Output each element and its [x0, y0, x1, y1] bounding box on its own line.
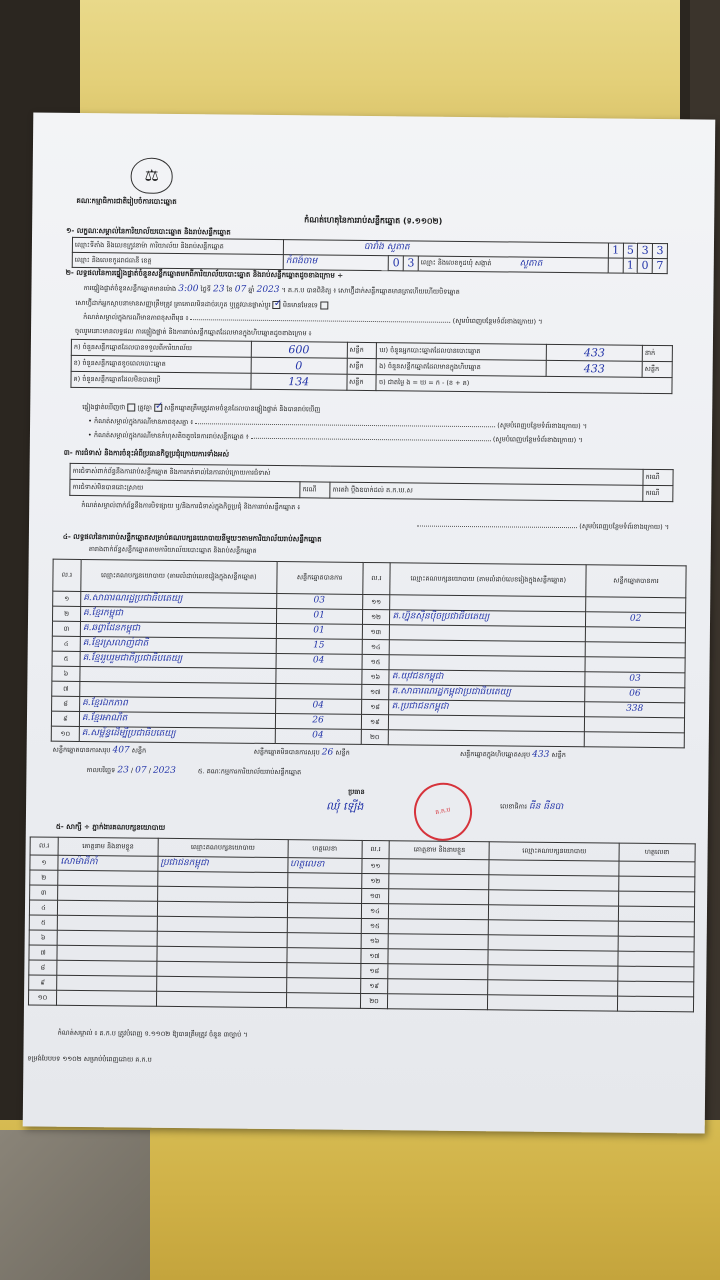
row-number: ៩ [51, 711, 79, 726]
witness-name [57, 945, 157, 961]
party-votes [584, 732, 684, 748]
row-number: ១៧ [361, 684, 389, 699]
witness-name [389, 889, 489, 905]
witness-signature [286, 978, 360, 994]
party-votes [585, 717, 685, 733]
party-votes: 04 [275, 699, 361, 715]
witness-col-no: ល.រ [30, 837, 58, 855]
witness-signature: ហត្ថលេខា [287, 858, 361, 874]
unused-ballots-label: គ) ចំនួនសន្លឹកឆ្នោតដែលមិនបានប្រើ [71, 371, 251, 389]
party-name: គ.ខ្មែររួបរួមជាតិប្រជាធិបតេយ្យ [80, 651, 276, 668]
chair-label: ប្រធាន [348, 787, 365, 796]
row-number: ១៩ [361, 714, 389, 729]
party-votes: 26 [275, 714, 361, 730]
diff-note-2 [88, 431, 688, 445]
witness-name [58, 885, 158, 901]
witness-name [389, 919, 489, 935]
witness-name [389, 859, 489, 875]
appeal-unit: ករណី [643, 485, 673, 501]
party-name: គ.ហ្វ៊ុនស៊ិនប៉ិចប្រជាធិបតេយ្យ [390, 610, 586, 627]
seal-check-text: សោហ្វ៊ីដាក់អ្នកស្ថាបនាមានសញ្ញាត្រឹមត្រូវ ត្រាគោលមិនដាច់រហូត ឬត្រូវបានផ្លាស់ប្តូរ [75, 298, 271, 309]
row-number: ១ [53, 591, 81, 606]
witness-party: ប្រជាជនកម្ពុជា [158, 856, 288, 872]
witness-name [58, 870, 158, 886]
witness-signature [287, 888, 361, 904]
witness-signature [618, 981, 694, 997]
witness-signature [287, 918, 361, 934]
witness-col-name: គោត្តនាម និងនាមខ្លួន [58, 837, 158, 856]
row-number: ១៥ [362, 654, 390, 669]
witness-signature [287, 948, 361, 964]
row-number: ២ [53, 606, 81, 621]
seal-note-suffix: (សូមបំពេញបន្ថែមទំព័រខាងក្រោយ) ។ [452, 316, 543, 326]
row-number: ៤ [52, 636, 80, 651]
row-number: ៧ [52, 681, 80, 696]
ballot-box-total-label: សន្លឹកឆ្នោតក្នុងហិបឆ្នោតសរុប [459, 750, 531, 760]
row-number: ៥ [52, 651, 80, 666]
witness-party [157, 946, 287, 962]
witness-col-party: ឈ្មោះគណបក្សនយោបាយ [489, 842, 619, 861]
objection-table [69, 463, 673, 502]
witness-signature [286, 963, 360, 979]
party-name: គ.យុវជនកម្ពុជា [389, 670, 585, 687]
party-name [389, 730, 585, 747]
invalid-total-unit: សន្លឹក [335, 749, 350, 758]
witness-name [57, 900, 157, 916]
office-code-digit: 3 [638, 243, 653, 258]
ballots-in-box-value: 433 [546, 360, 642, 377]
witness-signature [618, 921, 694, 937]
received-ballots-label: ក) ចំនួនសន្លឹកឆ្នោតដែលបានទទួលពីការិយាល័យ [71, 339, 251, 357]
witness-signature [618, 906, 694, 922]
witness-name [57, 960, 157, 976]
witness-party [156, 976, 286, 992]
party-votes [585, 657, 685, 673]
witness-name [388, 994, 488, 1010]
witness-party [489, 860, 619, 876]
row-number: ១១ [361, 858, 389, 873]
party-votes: 01 [276, 609, 362, 625]
count-intro: ចូលរួមនោះមានលទ្ធផល ការផ្ទៀងផ្ទាត់ និងការរាប់សន្លឹកឆ្នោតដែលមានក្នុងហិបឆ្នោតដូចខាងក្រោម ៖ [75, 326, 312, 338]
office-code-digit: 1 [608, 243, 623, 258]
spoiled-ballots-unit: សន្លឹក [347, 358, 377, 374]
ballots-in-box-label: ង) ចំនួនសន្លឹកឆ្នោតដែលមានក្នុងហិបឆ្នោត [377, 359, 547, 377]
footnote: កំណត់សម្គាល់ ៖ គ.ក.ប ត្រូវបំពេញ ទ.១១០២ ឱ្យបានត្រឹមត្រូវ ចំនួន ៣ច្បាប់ ។ [57, 1028, 248, 1039]
row-number: ១៥ [361, 918, 389, 933]
witness-party [157, 961, 287, 977]
witness-name [388, 949, 488, 965]
seal-note-line [83, 313, 687, 327]
row-number: ១៣ [361, 888, 389, 903]
section-4-heading: ៤- លទ្ធផលនៃការរាប់សន្លឹកឆ្នោតសម្រាប់គណបក្សនយោបាយនីមួយៗតាមការិយាល័យរាប់សន្លឹកឆ្នោត [62, 532, 322, 544]
witness-name [57, 975, 157, 991]
date-day: 23 [117, 765, 129, 776]
witness-party [489, 920, 619, 936]
witness-col-sign: ហត្ថលេខា [288, 840, 362, 859]
witness-signature [618, 996, 694, 1012]
row-number: ៣ [52, 621, 80, 636]
month-label: ខែ [226, 285, 233, 294]
witness-col-sign: ហត្ថលេខា [619, 843, 695, 862]
witness-name [57, 930, 157, 946]
row-number: ១១ [362, 594, 390, 609]
seal-not-ok-checkbox[interactable] [320, 301, 328, 309]
commune-code-digit: 7 [652, 258, 667, 273]
office-code-digit: 5 [623, 243, 638, 258]
match-yes-label: ត្រូវគ្នា [137, 403, 152, 412]
row-number: ២ [30, 870, 58, 885]
ballot-box-total-value: 433 [532, 750, 550, 761]
unused-ballots-unit: សន្លឹក [346, 374, 376, 390]
verification-time: 3:00 [178, 283, 199, 295]
row-number: ៨ [52, 696, 80, 711]
day-label: ថ្ងៃទី [200, 285, 211, 294]
party-votes [276, 669, 362, 685]
row-number: ១០ [51, 726, 79, 741]
party-name: គ.ខ្មែរឯកភាព [80, 696, 276, 713]
commune-code-digit: 1 [623, 258, 638, 273]
secretary-line [500, 801, 563, 813]
voters-label: ឃ) ចំនួនអ្នកបោះឆ្នោតដែលបានបោះឆ្នោត [377, 343, 547, 361]
witness-name [389, 874, 489, 890]
party-votes: 03 [276, 594, 362, 610]
witness-signature [618, 951, 694, 967]
row-number: ៦ [29, 930, 57, 945]
witness-table [28, 836, 696, 1012]
ballots-in-box-unit: សន្លឹក [642, 361, 672, 377]
match-text: ផ្ទៀងផ្ទាត់ឃើញថា [82, 402, 126, 412]
diff-note-1-suffix: (សូមបំពេញបន្ថែមទំព័រខាងក្រោយ) ។ [497, 421, 588, 431]
date-line: កាលបរិច្ឆេទ 23 / 07 / 2023 ៥. គណៈកម្មការការិយាល័យរាប់សន្លឹកឆ្នោត [86, 765, 302, 777]
row-number: ៦ [52, 666, 80, 681]
document-title: កំណត់ហេតុនៃការរាប់សន្លឹកឆ្នោត (ទ.១១០២) [304, 215, 443, 226]
witness-name [388, 964, 488, 980]
witness-party [489, 890, 619, 906]
seal-note-label: កំណត់សម្គាល់ក្នុងករណីមានភាពខុសពីមុន ៖ [83, 312, 189, 323]
witness-party [157, 931, 287, 947]
witness-name [57, 915, 157, 931]
party-name: គ.ខ្មែរស្រលាញ់ជាតិ [80, 636, 276, 653]
committee-signature-label: ៥. គណៈកម្មការការិយាល័យរាប់សន្លឹកឆ្នោត [197, 767, 302, 777]
witness-signature [618, 936, 694, 952]
row-number: ១៧ [360, 948, 388, 963]
section-2-heading: ២- លទ្ធផលនៃការផ្ទៀងផ្ទាត់ចំនួនសន្លឹកឆ្នោតមកពីការិយាល័យបោះឆ្នោត និងរាប់សន្លឹកឆ្នោតដូចខាងក្រោម ÷ [65, 268, 344, 280]
party-name: គ.ឆព្វាដែនកម្ពុជា [80, 621, 276, 638]
objection-row-1-unit: ករណី [643, 469, 673, 485]
party-name: គ.ខ្មែរកម្ពុជា [80, 606, 276, 623]
party-name: គ.សាធារណរដ្ឋប្រជាធិបតេយ្យ [81, 591, 277, 608]
row-number: ១៣ [362, 624, 390, 639]
received-ballots-value: 600 [251, 341, 347, 358]
seal-ok-checkbox[interactable] [273, 301, 281, 309]
objection-row-1: ការជំទាស់ពាក់ព័ន្ធនឹងការរាប់សន្លឹកឆ្នោត និងការកត់ទាល់នៃការរាប់ក្រោយការជំទាស់ [70, 463, 643, 485]
witness-signature [619, 876, 695, 892]
witness-party [157, 886, 287, 902]
ballot-box-total-unit: សន្លឹក [551, 751, 566, 760]
col-votes-header: សន្លឹកឆ្នោតបានការ [276, 562, 362, 595]
valid-total-label: សន្លឹកឆ្នោតបានការសរុប [52, 746, 111, 755]
witness-name [389, 934, 489, 950]
witness-party [488, 935, 618, 951]
form-note: ទម្រង់បែបបទ ១១០២ សម្រាប់បំពេញដោយ គ.ក.ប [27, 1054, 152, 1064]
objection-note-line [329, 520, 669, 532]
voters-value: 433 [546, 344, 642, 361]
valid-total-value: 407 [112, 745, 130, 756]
verification-year: 2023 [256, 284, 280, 296]
commune-value: សួតាត [519, 258, 543, 269]
received-ballots-unit: សន្លឹក [347, 342, 377, 358]
committee-name: គណៈកម្មាធិការជាតិរៀបចំការបោះឆ្នោត [76, 196, 177, 206]
party-name: គ.ប្រជាជនកម្ពុជា [389, 700, 585, 717]
date-label: កាលបរិច្ឆេទ [86, 766, 116, 775]
stamp-text: គ.ក.ប [434, 806, 452, 817]
party-votes: 04 [276, 654, 362, 670]
row-number: ៩ [29, 975, 57, 990]
diff-note-2-suffix: (សូមបំពេញបន្ថែមទំព័រខាងក្រោយ) ។ [492, 435, 583, 445]
verification-day: 23 [212, 284, 225, 295]
witness-signature [287, 873, 361, 889]
witness-signature [619, 861, 695, 877]
match-text-2: សន្លឹកឆ្នោតត្រឹមត្រូវតាមចំនួនដែលបានផ្ទៀងផ្ទាត់ និងបានរាប់ឃើញ [164, 403, 321, 414]
witness-name: សោម៉ាតិកាំ [58, 855, 158, 871]
verification-time-line [83, 283, 693, 301]
witness-party [489, 905, 619, 921]
date-year: 2023 [152, 765, 176, 776]
unresolved-objection-label: ការជំទាស់មិនបានដោះស្រាយ [70, 479, 300, 497]
witness-col-name: គោត្តនាម និងនាមខ្លួន [390, 841, 490, 860]
party-name: គ.ខ្មែរអាណិត [79, 711, 275, 728]
valid-total-unit: សន្លឹក [131, 746, 147, 756]
section-3-heading: ៣- ការជំទាស់ និងការចំនុះអំពីប្រធានកិច្ចប្រជុំក្រោយការទាំងអស់ [63, 448, 230, 459]
witness-party [488, 965, 618, 981]
row-number: ២០ [361, 729, 389, 744]
formula-label: ច) ជាតម្លៃ ង = ឃ = ក - (ខ + គ) [376, 375, 672, 394]
witness-col-no: ល.រ [362, 840, 390, 858]
party-votes: 15 [276, 639, 362, 655]
verification-table [70, 339, 672, 394]
unused-ballots-value: 134 [251, 373, 347, 390]
row-number: ១៦ [361, 669, 389, 684]
diff-note-1-label: • កំណត់សម្គាល់ក្នុងករណីមានភាពខុសគ្នា ៖ [88, 417, 194, 427]
section-1-heading: ១- លក្ខណៈសម្គាល់នៃការិយាល័យបោះឆ្នោត និងរាប់សន្លឹកឆ្នោត [66, 226, 231, 237]
witness-signature [286, 993, 360, 1009]
chair-signature: ឈុំ ឡើង [326, 799, 364, 813]
witness-name [56, 990, 156, 1006]
row-number: ១៤ [362, 639, 390, 654]
witness-party [158, 871, 288, 887]
col-no-header: ល.រ [53, 559, 81, 591]
row-number: ១៨ [360, 963, 388, 978]
party-votes [585, 627, 685, 643]
verification-text-2: ។ គ.ក.ប បានពិនិត្យ ៖ សោហ្វ៊ីដាក់សន្លឹកឆ្នោតមានត្រាហើយហើយបិទឆ្នោត [281, 286, 460, 296]
row-number: ៥ [29, 915, 57, 930]
party-results-table [51, 559, 687, 749]
commune-code-digit: 0 [638, 258, 653, 273]
party-votes: 338 [585, 702, 685, 718]
witness-party [156, 991, 286, 1007]
province-code-digit: 0 [389, 255, 404, 270]
row-number: ១២ [362, 609, 390, 624]
unresolved-objection-unit: ករណី [300, 482, 330, 498]
office-code-digit: 3 [653, 243, 668, 258]
row-number: ១៨ [361, 699, 389, 714]
voters-unit: នាក់ [642, 345, 672, 361]
verification-text: ការផ្ទៀងផ្ទាត់ចំនួនសន្លឹកឆ្នោតមានម៉ោង [83, 283, 177, 293]
province-value: កំពង់ចាម [283, 254, 389, 270]
party-name: គ.សម្ព័ន្ធដើម្បីប្រជាធិបតេយ្យ [79, 726, 275, 743]
verification-month: 07 [234, 284, 247, 295]
witness-name [389, 904, 489, 920]
witness-signature [618, 966, 694, 982]
appeal-label: ការតវ៉ា ប្តឹងឧបាក់ដល់ គ.ក.ឃ.ស [330, 482, 643, 501]
col-party-header: ឈ្មោះគណបក្សនយោបាយ (តាមលំដាប់លេខរៀងក្នុងសន្លឹកឆ្នោត) [81, 559, 277, 593]
party-name: គ.សាធារណរដ្ឋកម្ពុជាប្រជាធិបតេយ្យ [389, 685, 585, 702]
party-votes: 02 [586, 612, 686, 628]
party-votes [585, 642, 685, 658]
row-number: ១ [30, 855, 58, 870]
witness-party [488, 950, 618, 966]
match-yes-checkbox[interactable] [127, 403, 135, 411]
row-number: ៨ [29, 960, 57, 975]
row-number: ២០ [360, 993, 388, 1008]
province-code-digit: 3 [403, 256, 418, 271]
province-label: ឈ្មោះ និងលេខកូដរាជធានី ខេត្ត [72, 252, 283, 269]
stone-floor [0, 1130, 150, 1280]
row-number: ៤ [29, 900, 57, 915]
section-1-table [72, 237, 668, 274]
party-votes: 06 [585, 687, 685, 703]
section-5-heading: ៥- សាក្សី ÷ ភ្នាក់ងារគណបក្សនយោបាយ [55, 822, 166, 832]
witness-party [157, 901, 287, 917]
witness-signature [619, 891, 695, 907]
witness-col-party: ឈ្មោះគណបក្សនយោបាយ [158, 838, 288, 857]
ballot-count-record-sheet [23, 112, 716, 1133]
secretary-signature: ធីន ធីនបា [528, 801, 564, 813]
witness-party [157, 916, 287, 932]
party-votes [586, 597, 686, 613]
match-line [82, 403, 692, 418]
match-no-checkbox[interactable] [154, 404, 162, 412]
date-month: 07 [135, 765, 147, 776]
party-votes: 03 [585, 672, 685, 688]
spoiled-ballots-label: ខ) ចំនួនសន្លឹកឆ្នោតខូចពេលបោះឆ្នោត [71, 355, 251, 373]
witness-party [488, 995, 618, 1011]
party-votes: 01 [276, 624, 362, 640]
seal-ok-label: មិនមានមែនទេ [282, 301, 318, 310]
seal-check-line [75, 299, 685, 314]
row-number: ១០ [28, 990, 56, 1005]
row-number: ១៩ [360, 978, 388, 993]
row-number: ១២ [361, 873, 389, 888]
row-number: ១៤ [361, 903, 389, 918]
witness-name [388, 979, 488, 995]
year-label: ឆ្នាំ [248, 285, 255, 294]
nec-logo-icon: ⚖ [130, 157, 172, 193]
party-votes: 04 [275, 729, 361, 745]
witness-signature [287, 903, 361, 919]
witness-party [488, 980, 618, 996]
party-votes [275, 684, 361, 700]
diff-note-1 [88, 417, 688, 431]
invalid-total-label: សន្លឹកឆ្នោតមិនបានការសរុប [253, 748, 320, 757]
diff-note-2-label: • កំណត់សម្គាល់ក្នុងករណីមានកំហុសតិចតួចនៃការរាប់សន្លឹកឆ្នោត ៖ [87, 431, 249, 441]
objection-note [81, 501, 691, 516]
objection-note-suffix: (សូមបំពេញបន្ថែមទំព័រខាងក្រោយ) ។ [579, 522, 670, 532]
col-no-header: ល.រ [362, 562, 390, 594]
official-red-stamp [409, 778, 477, 846]
col-party-header: ឈ្មោះគណបក្សនយោបាយ (តាមលំដាប់លេខរៀងក្នុងសន្លឹកឆ្នោត) [390, 563, 586, 597]
row-number: ១៦ [361, 933, 389, 948]
invalid-total-value: 26 [321, 747, 334, 759]
col-votes-header: សន្លឹកឆ្នោតបានការ [586, 565, 686, 598]
row-number: ៣ [30, 885, 58, 900]
section-4-subheading: តារាងពាក់ព័ន្ធសន្លឹកឆ្នោតតាមការិយាល័យបោះឆ្នោត និងរាប់សន្លឹកឆ្នោត [88, 545, 257, 555]
office-location-label: ឈ្មោះទីតាំង និងលេខក្រូវនាម៉ា ការិយាល័យ និងរាប់សន្លឹកឆ្នោត [72, 237, 283, 254]
spoiled-ballots-value: 0 [251, 357, 347, 374]
secretary-label: លេខាធិការ [500, 802, 527, 811]
commune-label: ឈ្មោះ និងលេខកូដឃុំ សង្កាត់ [420, 258, 492, 268]
witness-signature [287, 933, 361, 949]
office-place-value: បារាំង សួតាត [283, 240, 608, 258]
row-number: ៧ [29, 945, 57, 960]
witness-party [489, 875, 619, 891]
objection-note-label: កំណត់សម្គាល់ពាក់ព័ន្ធនឹងការបិទផ្សាយ ឬ/និងការជំទាស់ក្នុងកិច្ចប្រជុំ និងការរាប់សន្លឹកឆ្នោត ៖ [81, 500, 301, 512]
